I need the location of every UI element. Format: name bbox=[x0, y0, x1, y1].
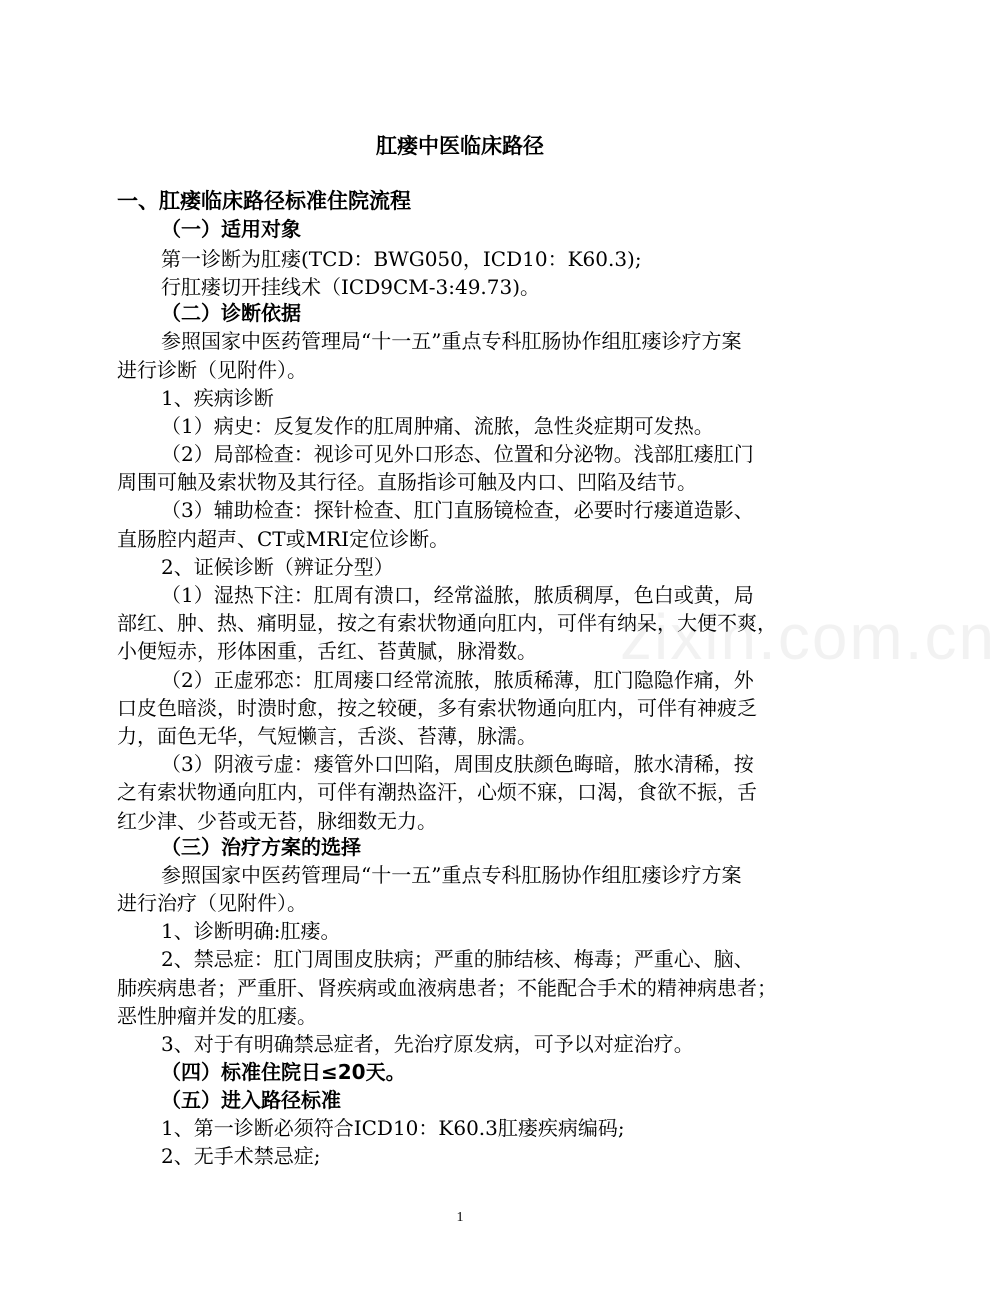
paragraph-line: （3）阴液亏虚：瘘管外口凹陷，周围皮肤颜色晦暗，脓水清稀，按 bbox=[161, 752, 754, 776]
paragraph-line: 参照国家中医药管理局“十一五”重点专科肛肠协作组肛瘘诊疗方案 bbox=[161, 329, 742, 353]
paragraph-line: 进行诊断（见附件）。 bbox=[117, 358, 307, 382]
paragraph-line: 1、诊断明确:肛瘘。 bbox=[161, 919, 341, 943]
paragraph-line: 2、禁忌症：肛门周围皮肤病；严重的肺结核、梅毒；严重心、脑、 bbox=[161, 947, 754, 971]
paragraph-line: （2）正虚邪恋：肛周瘘口经常流脓，脓质稀薄，肛门隐隐作痛，外 bbox=[161, 668, 754, 692]
paragraph-line: 第一诊断为肛瘘(TCD：BWG050，ICD10：K60.3); bbox=[161, 247, 642, 271]
paragraph-line: 红少津、少苔或无苔，脉细数无力。 bbox=[117, 809, 437, 833]
subsection-heading: （三）治疗方案的选择 bbox=[161, 835, 361, 859]
paragraph-line: 小便短赤，形体困重，舌红、苔黄腻，脉滑数。 bbox=[117, 639, 537, 663]
paragraph-line: （1）病史：反复发作的肛周肿痛、流脓，急性炎症期可发热。 bbox=[161, 414, 714, 438]
paragraph-line: 1、第一诊断必须符合ICD10：K60.3肛瘘疾病编码; bbox=[161, 1116, 625, 1140]
paragraph-line: 恶性肿瘤并发的肛瘘。 bbox=[117, 1004, 317, 1028]
paragraph-line: 参照国家中医药管理局“十一五”重点专科肛肠协作组肛瘘诊疗方案 bbox=[161, 863, 742, 887]
paragraph-line: 1、疾病诊断 bbox=[161, 386, 274, 410]
paragraph-line: （1）湿热下注：肛周有溃口，经常溢脓，脓质稠厚，色白或黄，局 bbox=[161, 583, 754, 607]
paragraph-line: 部红、肿、热、痛明显，按之有索状物通向肛内，可伴有纳呆，大便不爽， bbox=[117, 611, 777, 635]
paragraph-line: 口皮色暗淡，时溃时愈，按之较硬，多有索状物通向肛内，可伴有神疲乏 bbox=[117, 696, 757, 720]
paragraph-line: 行肛瘘切开挂线术（ICD9CM-3:49.73)。 bbox=[161, 275, 541, 299]
paragraph-line: 2、无手术禁忌症; bbox=[161, 1144, 321, 1168]
section-heading: 一、肛瘘临床路径标准住院流程 bbox=[117, 189, 411, 213]
watermark: zixin.com.cn bbox=[620, 601, 996, 673]
paragraph-line: 周围可触及索状物及其行径。直肠指诊可触及内口、凹陷及结节。 bbox=[117, 470, 697, 494]
paragraph-line: （3）辅助检查：探针检查、肛门直肠镜检查，必要时行瘘道造影、 bbox=[161, 498, 754, 522]
paragraph-line: 直肠腔内超声、CT或MRI定位诊断。 bbox=[117, 527, 450, 551]
subsection-heading: （二）诊断依据 bbox=[161, 301, 301, 325]
paragraph-line: 肺疾病患者；严重肝、肾疾病或血液病患者；不能配合手术的精神病患者； bbox=[117, 976, 777, 1000]
subsection-heading: （一）适用对象 bbox=[161, 217, 301, 241]
paragraph-line: 2、证候诊断（辨证分型） bbox=[161, 555, 394, 579]
subsection-heading: （四）标准住院日≤20天。 bbox=[161, 1060, 406, 1084]
page-number: 1 bbox=[456, 1210, 464, 1225]
paragraph-line: 力，面色无华，气短懒言，舌淡、苔薄，脉濡。 bbox=[117, 724, 537, 748]
subsection-heading: （五）进入路径标准 bbox=[161, 1088, 341, 1112]
paragraph-line: 3、对于有明确禁忌症者，先治疗原发病，可予以对症治疗。 bbox=[161, 1032, 694, 1056]
paragraph-line: 之有索状物通向肛内，可伴有潮热盗汗，心烦不寐，口渴，食欲不振，舌 bbox=[117, 780, 757, 804]
paragraph-line: （2）局部检查：视诊可见外口形态、位置和分泌物。浅部肛瘘肛门 bbox=[161, 442, 754, 466]
document-title: 肛瘘中医临床路径 bbox=[376, 134, 544, 158]
paragraph-line: 进行治疗（见附件）。 bbox=[117, 891, 307, 915]
